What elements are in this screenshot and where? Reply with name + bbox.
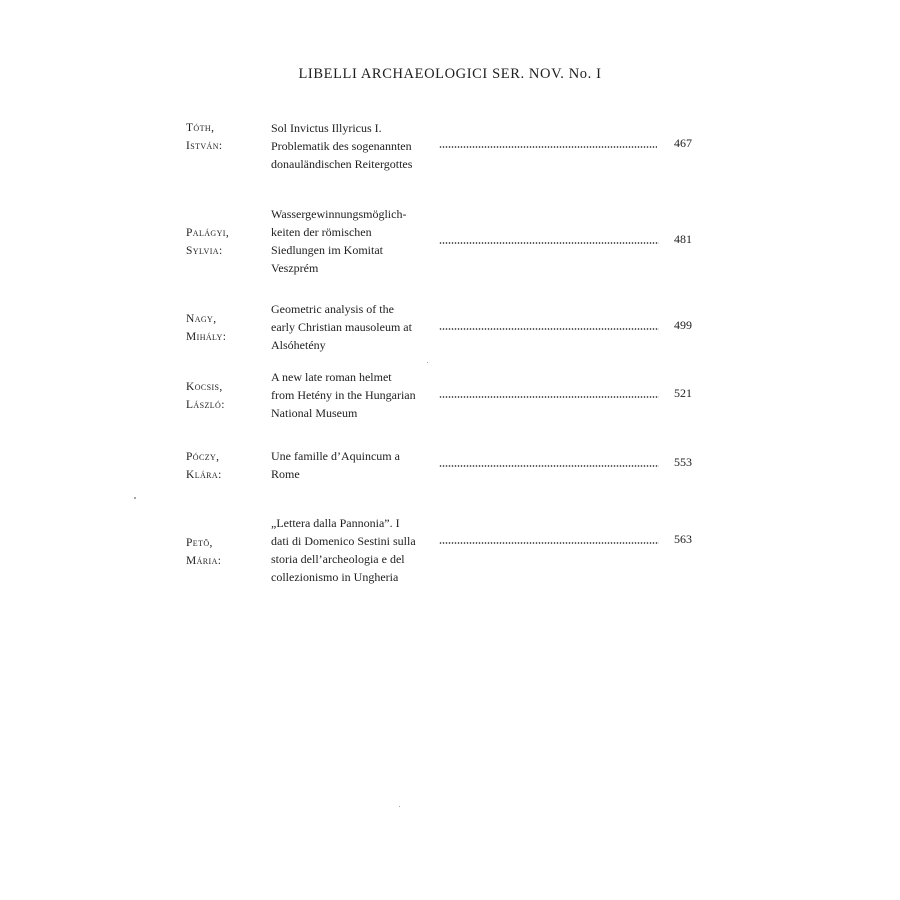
dot-leader: [439, 146, 657, 148]
author-last-name: Kocsis,: [186, 381, 223, 393]
author-first-name: Mária:: [186, 555, 222, 567]
author-last-name: Nagy,: [186, 313, 217, 325]
title-line: Une famille d’Aquincum a: [271, 449, 400, 463]
page-number: 521: [674, 386, 692, 400]
dot-leader: [439, 242, 659, 244]
page-number: 553: [674, 455, 692, 469]
author-name: [186, 378, 225, 414]
author-first-name: Mihály:: [186, 331, 227, 343]
author-first-name: László:: [186, 399, 225, 411]
author-last-name: Palágyi,: [186, 227, 230, 239]
author-name: [186, 119, 223, 155]
page-number: 481: [674, 232, 692, 246]
title-line: Wassergewinnungsmöglich-: [271, 207, 407, 221]
title-line: National Museum: [271, 406, 358, 420]
title-line: from Hetény in the Hungarian: [271, 388, 416, 402]
author-last-name: Tóth,: [186, 122, 215, 134]
author-first-name: Sylvia:: [186, 245, 223, 257]
author-last-name: Póczy,: [186, 451, 220, 463]
scan-speck: [399, 806, 400, 807]
article-title: [271, 205, 436, 277]
page-number: 467: [674, 136, 692, 150]
title-line: dati di Domenico Sestini sulla: [271, 534, 416, 548]
title-line: „Lettera dalla Pannonia”. I: [271, 516, 400, 530]
dot-leader: [439, 328, 659, 330]
title-line: storia dell’archeologia e del: [271, 552, 405, 566]
title-line: early Christian mausoleum at: [271, 320, 412, 334]
author-name: [186, 310, 226, 346]
title-line: keiten der römischen: [271, 225, 372, 239]
title-line: collezionismo in Ungheria: [271, 570, 399, 584]
title-line: Geometric analysis of the: [271, 302, 394, 316]
running-header: LIBELLI ARCHAEOLOGICI SER. NOV. No. I: [298, 66, 602, 82]
title-line: A new late roman helmet: [271, 370, 392, 384]
title-line: Alsóhetény: [271, 338, 326, 352]
article-title: [271, 119, 436, 173]
article-title: [271, 514, 436, 586]
article-title: [271, 368, 436, 422]
author-name: [186, 224, 229, 260]
dot-leader: [439, 465, 659, 467]
title-line: Rome: [271, 467, 300, 481]
author-name: [186, 448, 222, 484]
dot-leader: [439, 396, 659, 398]
author-last-name: Petõ,: [186, 537, 213, 549]
author-first-name: Klára:: [186, 469, 222, 481]
scan-speck: [427, 362, 428, 363]
page-number: 563: [674, 532, 692, 546]
author-name: [186, 534, 221, 570]
author-first-name: István:: [186, 140, 223, 152]
dot-leader: [439, 542, 659, 544]
title-line: Sol Invictus Illyricus I.: [271, 121, 382, 135]
title-line: Problematik des sogenannten: [271, 139, 412, 153]
title-line: donauländischen Reitergottes: [271, 157, 413, 171]
scan-speck: [134, 497, 136, 499]
title-line: Siedlungen im Komitat: [271, 243, 383, 257]
article-title: [271, 300, 436, 354]
title-line: Veszprém: [271, 261, 319, 275]
article-title: [271, 447, 436, 483]
page-number: 499: [674, 318, 692, 332]
